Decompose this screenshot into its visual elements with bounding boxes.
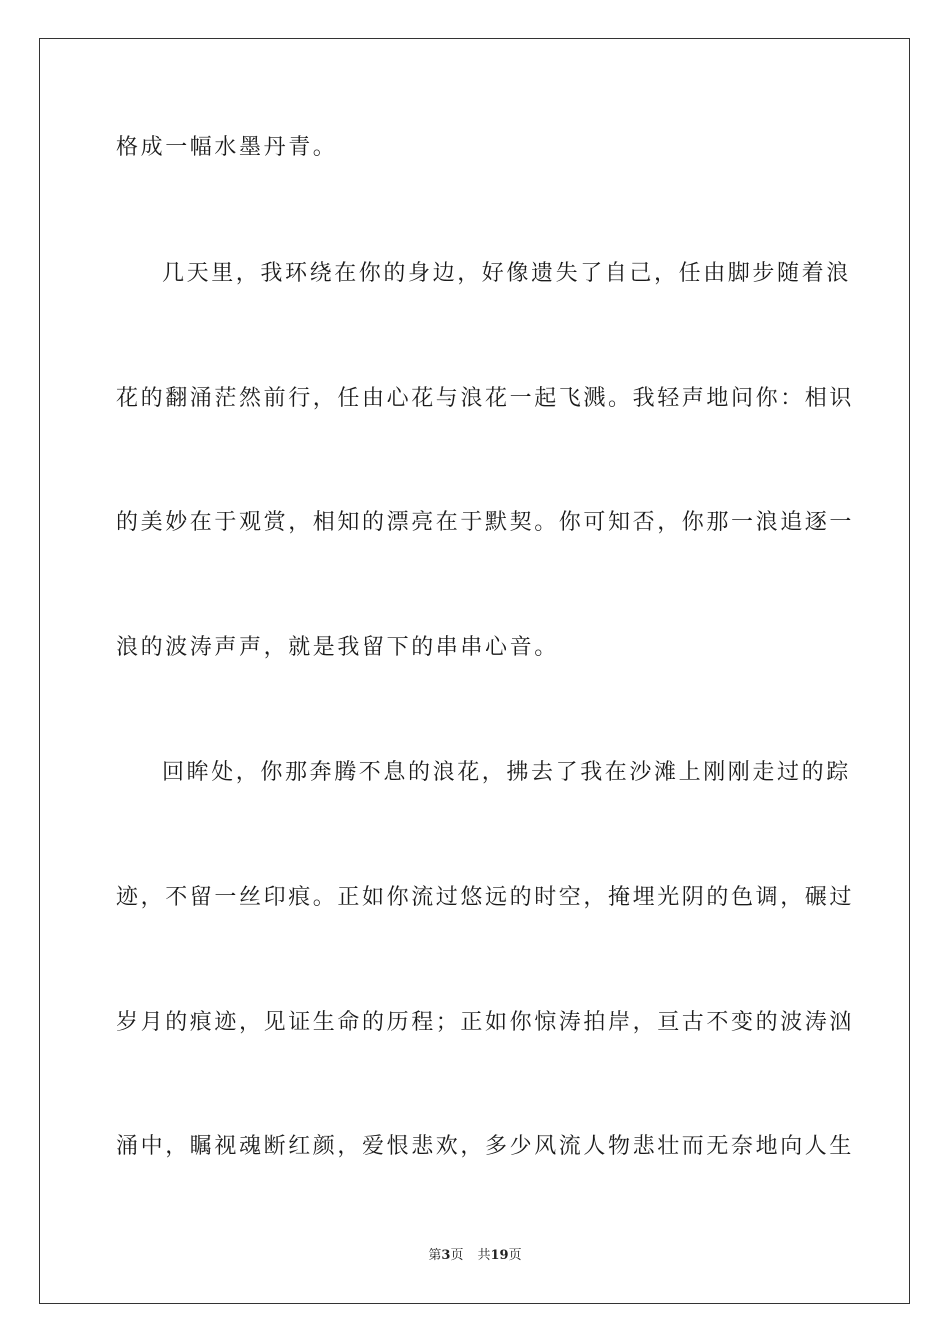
text-line: 岁月的痕迹，见证生命的历程；正如你惊涛拍岸，亘古不变的波涛汹 xyxy=(116,1010,855,1035)
total-label-prefix: 共 xyxy=(477,1248,491,1263)
total-pages-number: 19 xyxy=(490,1248,509,1263)
page-label-suffix: 页 xyxy=(450,1248,464,1263)
text-line: 的美妙在于观赏，相知的漂亮在于默契。你可知否，你那一浪追逐一 xyxy=(116,510,855,535)
paragraph-first-line: 几天里，我环绕在你的身边，好像遗失了自己，任由脚步随着浪 xyxy=(162,261,851,286)
page-footer xyxy=(0,1247,950,1265)
current-page-number: 3 xyxy=(441,1248,451,1263)
paragraph-first-line: 回眸处，你那奔腾不息的浪花，拂去了我在沙滩上刚刚走过的踪 xyxy=(162,760,851,785)
text-line: 格成一幅水墨丹青。 xyxy=(116,135,338,160)
page-label-prefix: 第 xyxy=(428,1248,442,1263)
text-line: 涌中，瞩视魂断红颜，爱恨悲欢，多少风流人物悲壮而无奈地向人生 xyxy=(116,1134,855,1159)
text-line: 迹，不留一丝印痕。正如你流过悠远的时空，掩埋光阴的色调，碾过 xyxy=(116,885,855,910)
page-border xyxy=(39,38,910,1304)
total-label-suffix: 页 xyxy=(508,1248,522,1263)
text-line: 浪的波涛声声，就是我留下的串串心音。 xyxy=(116,635,559,660)
text-line: 花的翻涌茫然前行，任由心花与浪花一起飞溅。我轻声地问你：相识 xyxy=(116,386,855,411)
